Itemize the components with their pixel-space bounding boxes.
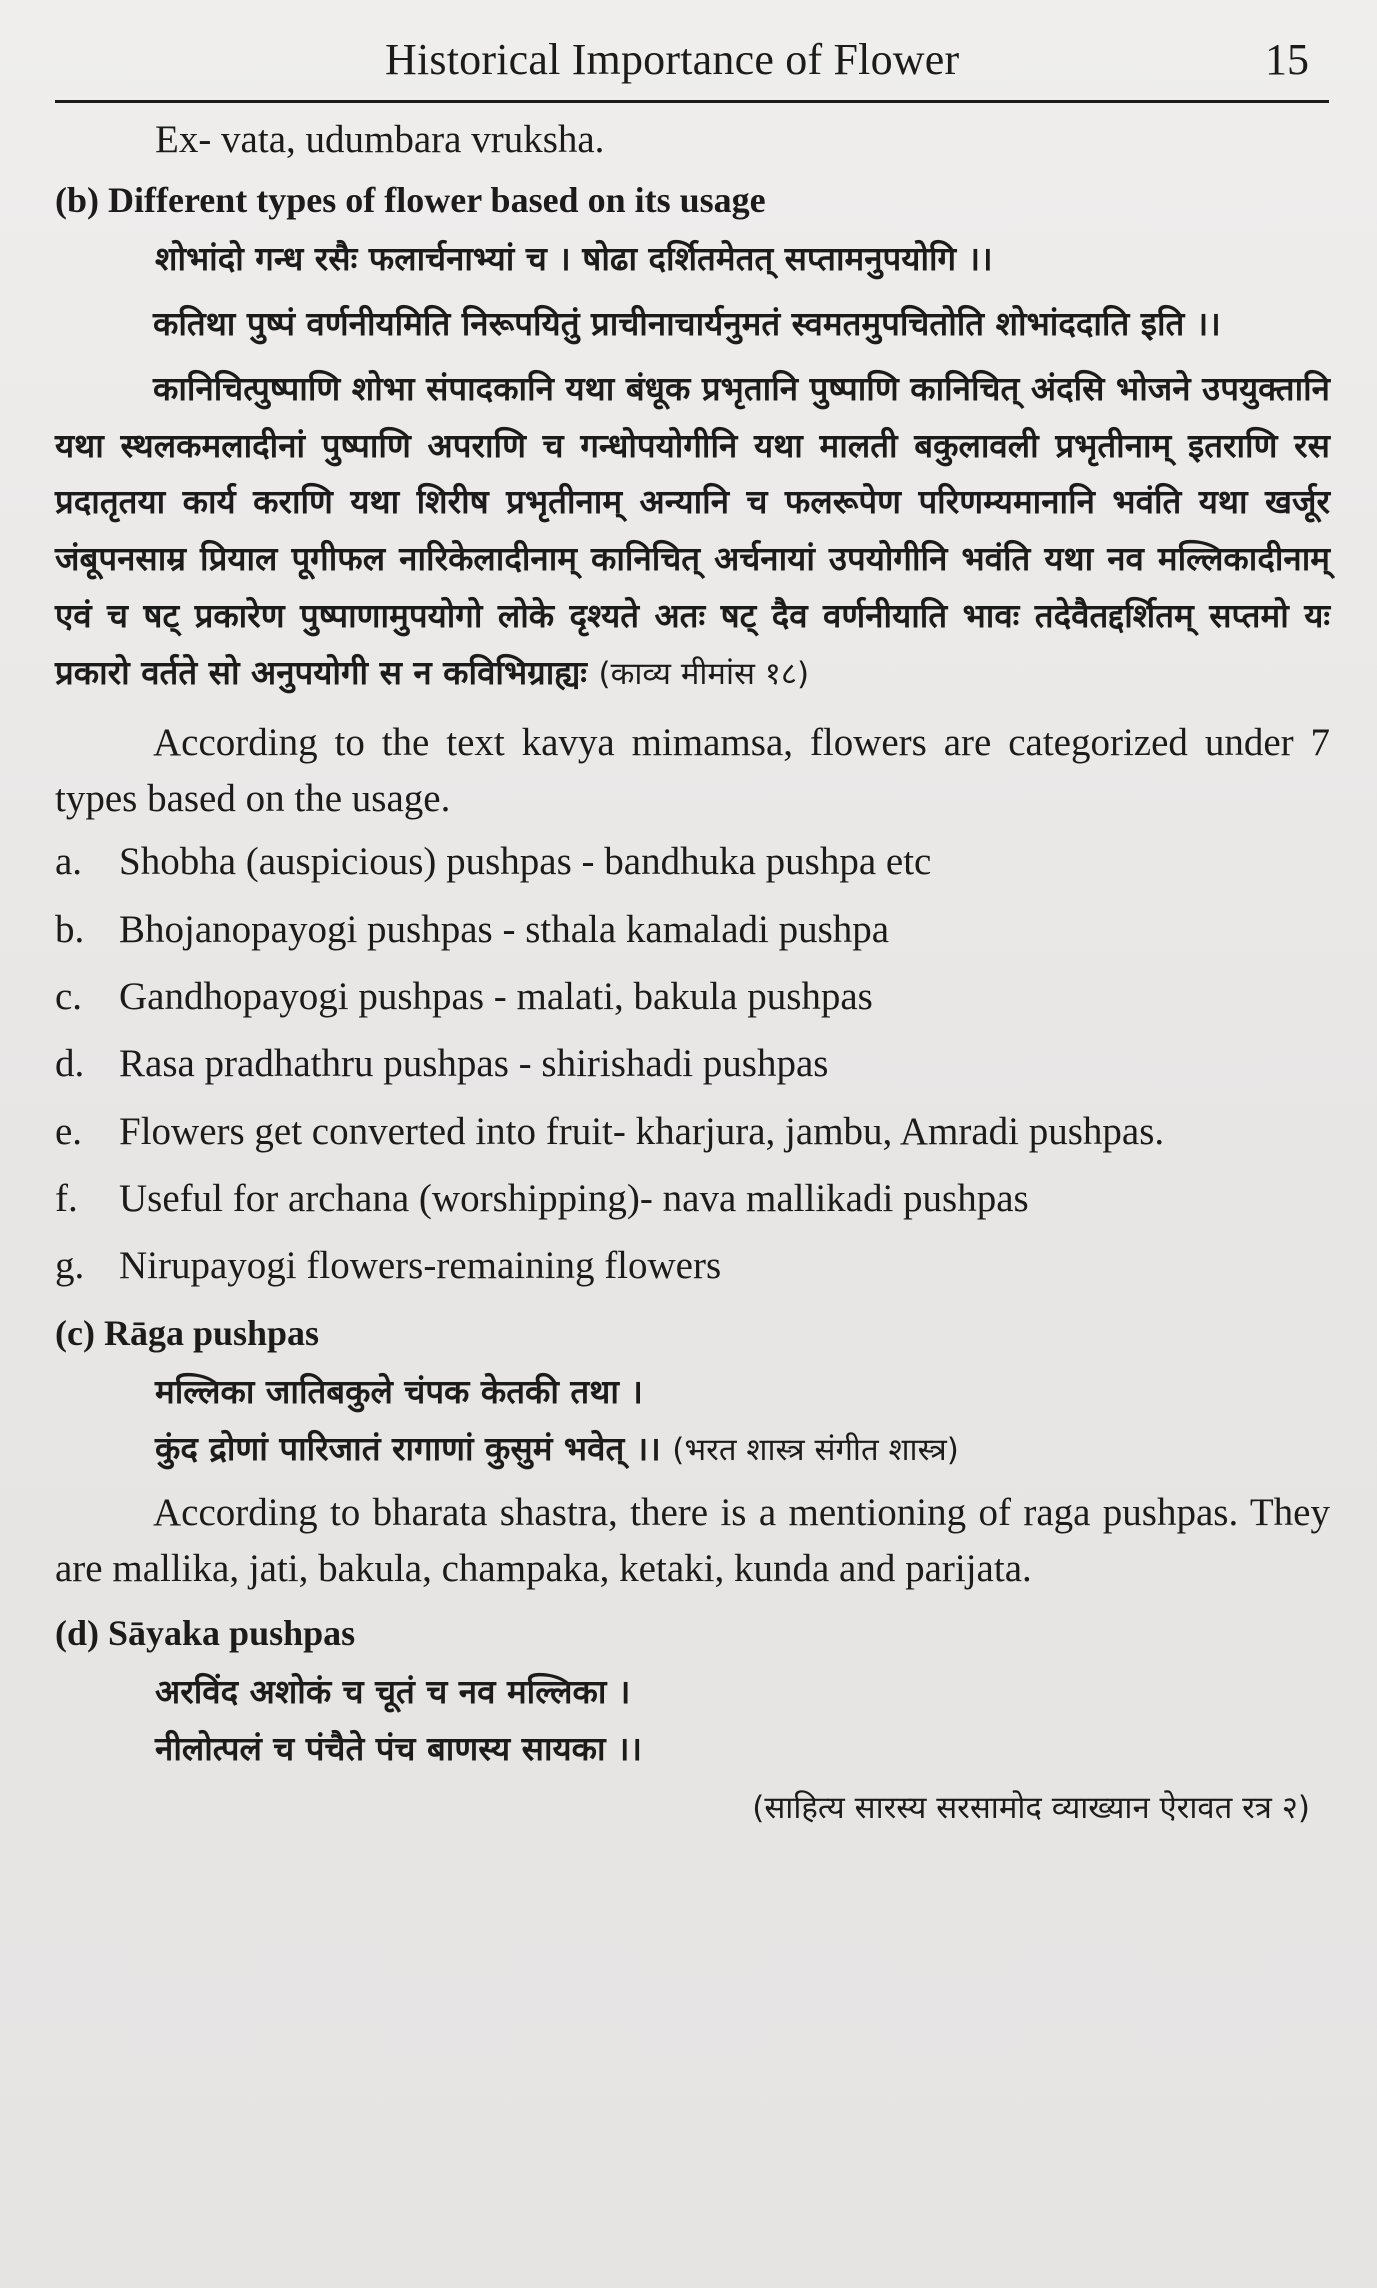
list-item-text: Flowers get converted into fruit- kharjura, jambu, Amradi pushpas. bbox=[119, 1109, 1165, 1153]
list-marker: a. bbox=[55, 840, 83, 884]
list-marker: b. bbox=[55, 907, 85, 951]
section-b-prose-1 bbox=[55, 296, 1330, 353]
section-c-verse-2 bbox=[55, 1421, 1330, 1478]
list-item bbox=[55, 969, 1330, 1024]
list-marker: g. bbox=[55, 1244, 85, 1288]
section-b-heading: (b) Different types of flower based on its usage bbox=[55, 180, 766, 221]
section-b-prose-1-text: कतिथा पुष्पं वर्णनीयमिति निरूपयितुं प्राचीनाचार्यनुमतं स्वमतमुपचितोति शोभांददाति इति ।। bbox=[153, 304, 1221, 344]
running-header bbox=[55, 28, 1329, 103]
list-item bbox=[55, 1036, 1330, 1091]
section-d-heading: (d) Sāyaka pushpas bbox=[55, 1613, 356, 1653]
section-c-explanation-text: According to bharata shastra, there is a mentioning of raga pushpas. They are mallika, jati, bakula, champaka, ketaki, kunda and parijata. bbox=[55, 1491, 1330, 1590]
section-b-verse: शोभांदो गन्ध रसैः फलार्चनाभ्यां च । षोढा दर्शितमेतत् सप्तामनुपयोगि ।। bbox=[155, 239, 993, 279]
section-c-explanation bbox=[55, 1485, 1330, 1596]
list-item bbox=[55, 1171, 1330, 1226]
list-marker: c. bbox=[55, 974, 83, 1018]
section-c-verse-2-citation: (भरत शास्त्र संगीत शास्त्र) bbox=[672, 1431, 959, 1468]
list-item-text: Useful for archana (worshipping)- nava mallikadi pushpas bbox=[119, 1177, 1029, 1220]
section-b-prose-2 bbox=[55, 361, 1330, 702]
list-item bbox=[55, 834, 1330, 889]
list-marker: d. bbox=[55, 1042, 85, 1086]
section-b-prose-2-text: कानिचित्पुष्पाणि शोभा संपादकानि यथा बंधूक प्रभृतानि पुष्पाणि कानिचित् अंदसि भोजने उपयुक्तानि यथा स्थलकमलादीनां पुष्पाणि अपराणि च गन्धोपयोगीनि यथा मालती बकुलावली प्रभृतीनाम् इतराणि रस प्रदातृतया कार्य कराणि यथा शिरीष प्रभृतीनाम् अन्यानि च फलरूपेण परिणम्यमानानि भवंति यथा खर्जूर जंबूपनसाम्र प्रियाल पूगीफल नारिकेलादीनाम् कानिचित् अर्चनायां उपयोगीनि भवंति यथा नव मल्लिकादीनाम् एवं च षट् प्रकारेण पुष्पाणामुपयोगो लोके दृश्यते अतः षट् दैव वर्णनीयाति भावः तदेवैतद्दर्शितम् सप्तमो यः प्रकारो वर्तते सो अनुपयोगी स न कविभिग्राह्यः bbox=[55, 368, 1330, 692]
section-b-explanation bbox=[55, 715, 1330, 826]
page-body bbox=[55, 112, 1330, 1833]
section-c-verse-2-text: कुंद द्रोणां पारिजातं रागाणां कुसुमं भवेत् ।। bbox=[155, 1428, 661, 1468]
list-item-text: Rasa pradhathru pushpas - shirishadi pushpas bbox=[119, 1042, 829, 1086]
list-marker: e. bbox=[55, 1109, 83, 1153]
running-title: Historical Importance of Flower bbox=[385, 35, 960, 84]
section-c-verse-1: मल्लिका जातिबकुले चंपक केतकी तथा । bbox=[155, 1371, 643, 1411]
section-c-heading: (c) Rāga pushpas bbox=[55, 1312, 320, 1353]
section-d-verse-2: नीलोत्पलं च पंचैते पंच बाणस्य सायका ।। bbox=[155, 1728, 643, 1768]
list-item-text: Shobha (auspicious) pushpas - bandhuka pushpa etc bbox=[119, 840, 932, 884]
list-item bbox=[55, 1104, 1330, 1159]
usage-type-list bbox=[55, 834, 1330, 1294]
list-marker: f. bbox=[55, 1177, 78, 1220]
list-item-text: Gandhopayogi pushpas - malati, bakula pushpas bbox=[119, 974, 873, 1018]
section-b-prose-2-citation: (काव्य मीमांस १८) bbox=[598, 655, 810, 692]
list-item-text: Nirupayogi flowers-remaining flowers bbox=[119, 1244, 722, 1288]
list-item bbox=[55, 902, 1330, 957]
list-item-text: Bhojanopayogi pushpas - sthala kamaladi pushpa bbox=[119, 907, 890, 951]
section-d-verse-1: अरविंद अशोकं च चूतं च नव मल्लिका । bbox=[155, 1672, 631, 1711]
section-d-source: (साहित्य सारस्य सरसामोद व्याख्यान ऐरावत रत्र २) bbox=[752, 1789, 1310, 1826]
page-number: 15 bbox=[1265, 35, 1309, 84]
section-b-explanation-text: According to the text kavya mimamsa, flowers are categorized under 7 types based on the usage. bbox=[55, 721, 1330, 820]
list-item bbox=[55, 1238, 1330, 1293]
example-line: Ex- vata, udumbara vruksha. bbox=[155, 118, 605, 161]
